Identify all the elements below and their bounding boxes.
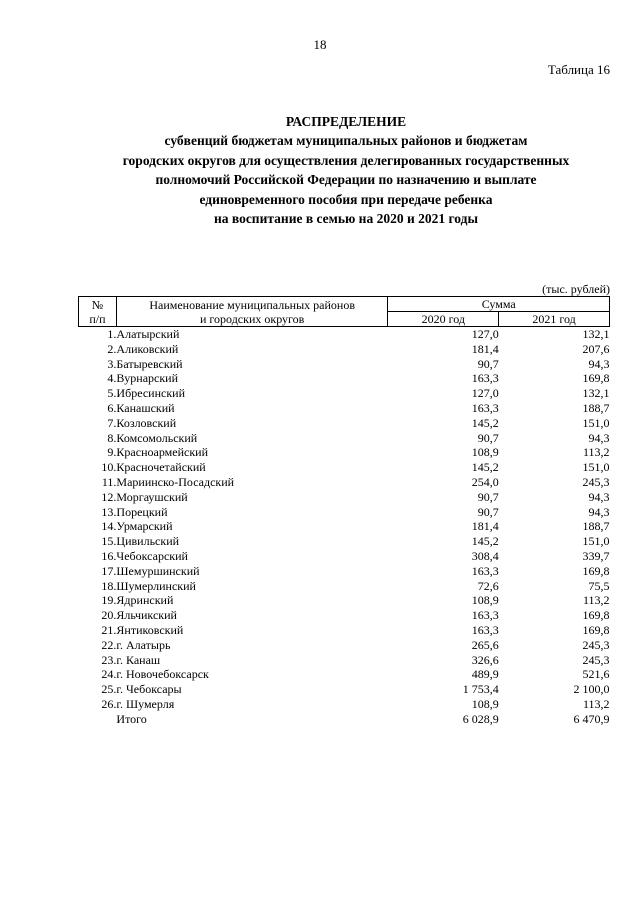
row-number: 18. xyxy=(101,578,117,593)
table-row xyxy=(79,490,610,505)
amount-2020: 489,9 xyxy=(471,667,499,682)
amount-2020: 163,3 xyxy=(471,400,499,415)
header-num-line2: п/п xyxy=(89,311,106,326)
total-2021: 6 470,9 xyxy=(573,711,610,726)
municipality-name: Моргаушский xyxy=(116,489,188,504)
row-number: 4. xyxy=(107,371,117,386)
header-name-line1: Наименование муниципальных районов xyxy=(149,297,356,312)
amount-2021: 75,5 xyxy=(588,578,610,593)
header-num-line1: № xyxy=(91,297,104,312)
row-number: 6. xyxy=(107,400,117,415)
table-row xyxy=(79,445,610,460)
table-row xyxy=(79,564,610,579)
row-number: 17. xyxy=(101,563,117,578)
amount-2021: 113,2 xyxy=(582,445,610,460)
municipality-name: г. Канаш xyxy=(116,652,161,667)
amount-2021: 188,7 xyxy=(582,519,610,534)
row-number: 12. xyxy=(101,489,117,504)
row-number: 20. xyxy=(101,608,117,623)
amount-2021: 94,3 xyxy=(588,430,610,445)
total-label: Итого xyxy=(116,711,147,726)
row-number: 8. xyxy=(107,430,117,445)
amount-2020: 1 753,4 xyxy=(462,682,499,697)
title-line: РАСПРЕДЕЛЕНИЕ xyxy=(285,114,407,129)
amount-2020: 163,3 xyxy=(471,608,499,623)
table-row xyxy=(79,623,610,638)
table-row xyxy=(79,579,610,594)
amount-2020: 181,4 xyxy=(471,519,499,534)
municipality-name: Янтиковский xyxy=(116,622,184,637)
table-row xyxy=(79,593,610,608)
row-number: 10. xyxy=(101,460,117,475)
amount-2020: 265,6 xyxy=(471,637,499,652)
amount-2020: 127,0 xyxy=(471,386,499,401)
header-name-line2: и городских округов xyxy=(200,311,305,326)
table-row xyxy=(79,549,610,564)
row-number: 1. xyxy=(107,327,117,341)
amount-2021: 94,3 xyxy=(588,356,610,371)
header-sum: Сумма xyxy=(388,297,610,312)
header-year-2021: 2021 год xyxy=(499,312,610,327)
units-label: (тыс. рублей) xyxy=(542,282,610,296)
amount-2021: 169,8 xyxy=(582,622,610,637)
amount-2020: 145,2 xyxy=(471,460,499,475)
table-row xyxy=(79,386,610,401)
header-name xyxy=(116,297,388,327)
table-row xyxy=(79,534,610,549)
amount-2020: 108,9 xyxy=(471,593,499,608)
amount-2021: 188,7 xyxy=(582,400,610,415)
municipality-name: Батыревский xyxy=(116,356,183,371)
amount-2021: 2 100,0 xyxy=(573,682,610,697)
amount-2020: 108,9 xyxy=(471,445,499,460)
amount-2020: 127,0 xyxy=(471,327,499,341)
row-number: 9. xyxy=(107,445,117,460)
table-row xyxy=(79,638,610,653)
amount-2021: 113,2 xyxy=(582,593,610,608)
row-number: 13. xyxy=(101,504,117,519)
amount-2020: 108,9 xyxy=(471,696,499,711)
municipality-name: Алатырский xyxy=(116,327,180,341)
row-number: 24. xyxy=(101,667,117,682)
table-row xyxy=(79,667,610,682)
amount-2021: 245,3 xyxy=(582,474,610,489)
amount-2021: 245,3 xyxy=(582,652,610,667)
amount-2020: 72,6 xyxy=(477,578,499,593)
amount-2021: 94,3 xyxy=(588,504,610,519)
municipality-name: Ибресинский xyxy=(116,386,185,401)
header-year-2020: 2020 год xyxy=(388,312,499,327)
table-row xyxy=(79,697,610,712)
amount-2020: 308,4 xyxy=(471,548,499,563)
row-number: 16. xyxy=(101,548,117,563)
distribution-table xyxy=(78,296,610,727)
row-number: 5. xyxy=(107,386,117,401)
amount-2020: 90,7 xyxy=(477,504,499,519)
header-num xyxy=(79,297,117,327)
amount-2020: 145,2 xyxy=(471,534,499,549)
row-number: 23. xyxy=(101,652,117,667)
amount-2020: 90,7 xyxy=(477,489,499,504)
table-row xyxy=(79,371,610,386)
amount-2021: 132,1 xyxy=(582,386,610,401)
document-title xyxy=(40,112,640,228)
municipality-name: Мариинско-Посадский xyxy=(116,474,235,489)
title-line: на воспитание в семью на 2020 и 2021 годы xyxy=(213,211,479,227)
row-number: 2. xyxy=(107,341,117,356)
municipality-name: Шемуршинский xyxy=(116,563,200,578)
page-number: 18 xyxy=(313,37,327,52)
amount-2020: 163,3 xyxy=(471,563,499,578)
municipality-name: Комсомольский xyxy=(116,430,198,445)
municipality-name: Ядринский xyxy=(116,593,174,608)
municipality-name: г. Новочебоксарск xyxy=(116,667,209,682)
table-body xyxy=(79,327,610,727)
table-row xyxy=(79,460,610,475)
table-row xyxy=(79,401,610,416)
table-row xyxy=(79,327,610,342)
table-row xyxy=(79,608,610,623)
amount-2021: 94,3 xyxy=(588,489,610,504)
title-line: субвенций бюджетам муниципальных районов и бюджетам xyxy=(164,133,528,149)
table-row xyxy=(79,342,610,357)
municipality-name: г. Чебоксары xyxy=(116,682,182,697)
amount-2020: 254,0 xyxy=(471,474,499,489)
amount-2021: 132,1 xyxy=(582,327,610,341)
municipality-name: Урмарский xyxy=(116,519,173,534)
amount-2020: 326,6 xyxy=(471,652,499,667)
amount-2021: 169,8 xyxy=(582,371,610,386)
municipality-name: Цивильский xyxy=(116,534,180,549)
total-num-cell xyxy=(79,712,117,727)
total-2020: 6 028,9 xyxy=(462,711,499,726)
amount-2021: 169,8 xyxy=(582,563,610,578)
row-number: 3. xyxy=(107,356,117,371)
row-number: 22. xyxy=(101,637,117,652)
municipality-name: Красночетайский xyxy=(116,460,206,475)
amount-2020: 181,4 xyxy=(471,341,499,356)
row-number: 19. xyxy=(101,593,117,608)
municipality-name: Красноармейский xyxy=(116,445,208,460)
row-number: 7. xyxy=(107,415,117,430)
row-number: 15. xyxy=(101,534,117,549)
amount-2020: 145,2 xyxy=(471,415,499,430)
amount-2020: 163,3 xyxy=(471,371,499,386)
table-row xyxy=(79,416,610,431)
table-row xyxy=(79,682,610,697)
amount-2021: 151,0 xyxy=(582,534,610,549)
row-number: 21. xyxy=(101,622,117,637)
row-number: 26. xyxy=(101,696,117,711)
title-line: единовременного пособия при передаче ребенка xyxy=(199,191,493,207)
amount-2021: 207,6 xyxy=(582,341,610,356)
amount-2021: 521,6 xyxy=(582,667,610,682)
municipality-name: Козловский xyxy=(116,415,177,430)
table-row xyxy=(79,431,610,446)
amount-2020: 163,3 xyxy=(471,622,499,637)
total-row xyxy=(79,712,610,727)
amount-2021: 245,3 xyxy=(582,637,610,652)
amount-2021: 113,2 xyxy=(582,696,610,711)
amount-2021: 151,0 xyxy=(582,460,610,475)
row-number: 25. xyxy=(101,682,117,697)
municipality-name: г. Шумерля xyxy=(116,696,175,711)
municipality-name: Канашский xyxy=(116,400,175,415)
municipality-name: Аликовский xyxy=(116,341,179,356)
table-row xyxy=(79,475,610,490)
table-row xyxy=(79,519,610,534)
amount-2021: 339,7 xyxy=(582,548,610,563)
amount-2021: 169,8 xyxy=(582,608,610,623)
municipality-name: Шумерлинский xyxy=(116,578,196,593)
table-row xyxy=(79,505,610,520)
row-number: 11. xyxy=(101,474,117,489)
row-number: 14. xyxy=(101,519,117,534)
municipality-name: г. Алатырь xyxy=(116,637,171,652)
municipality-name: Порецкий xyxy=(116,504,168,519)
amount-2021: 151,0 xyxy=(582,415,610,430)
table-row xyxy=(79,357,610,372)
table-label: Таблица 16 xyxy=(547,62,610,77)
municipality-name: Чебоксарский xyxy=(116,548,188,563)
title-line: полномочий Российской Федерации по назначению и выплате xyxy=(155,172,537,188)
amount-2020: 90,7 xyxy=(477,356,499,371)
title-line: городских округов для осуществления делегированных государственных xyxy=(122,152,570,168)
table-row xyxy=(79,653,610,668)
amount-2020: 90,7 xyxy=(477,430,499,445)
municipality-name: Яльчикский xyxy=(116,608,177,623)
municipality-name: Вурнарский xyxy=(116,371,179,386)
